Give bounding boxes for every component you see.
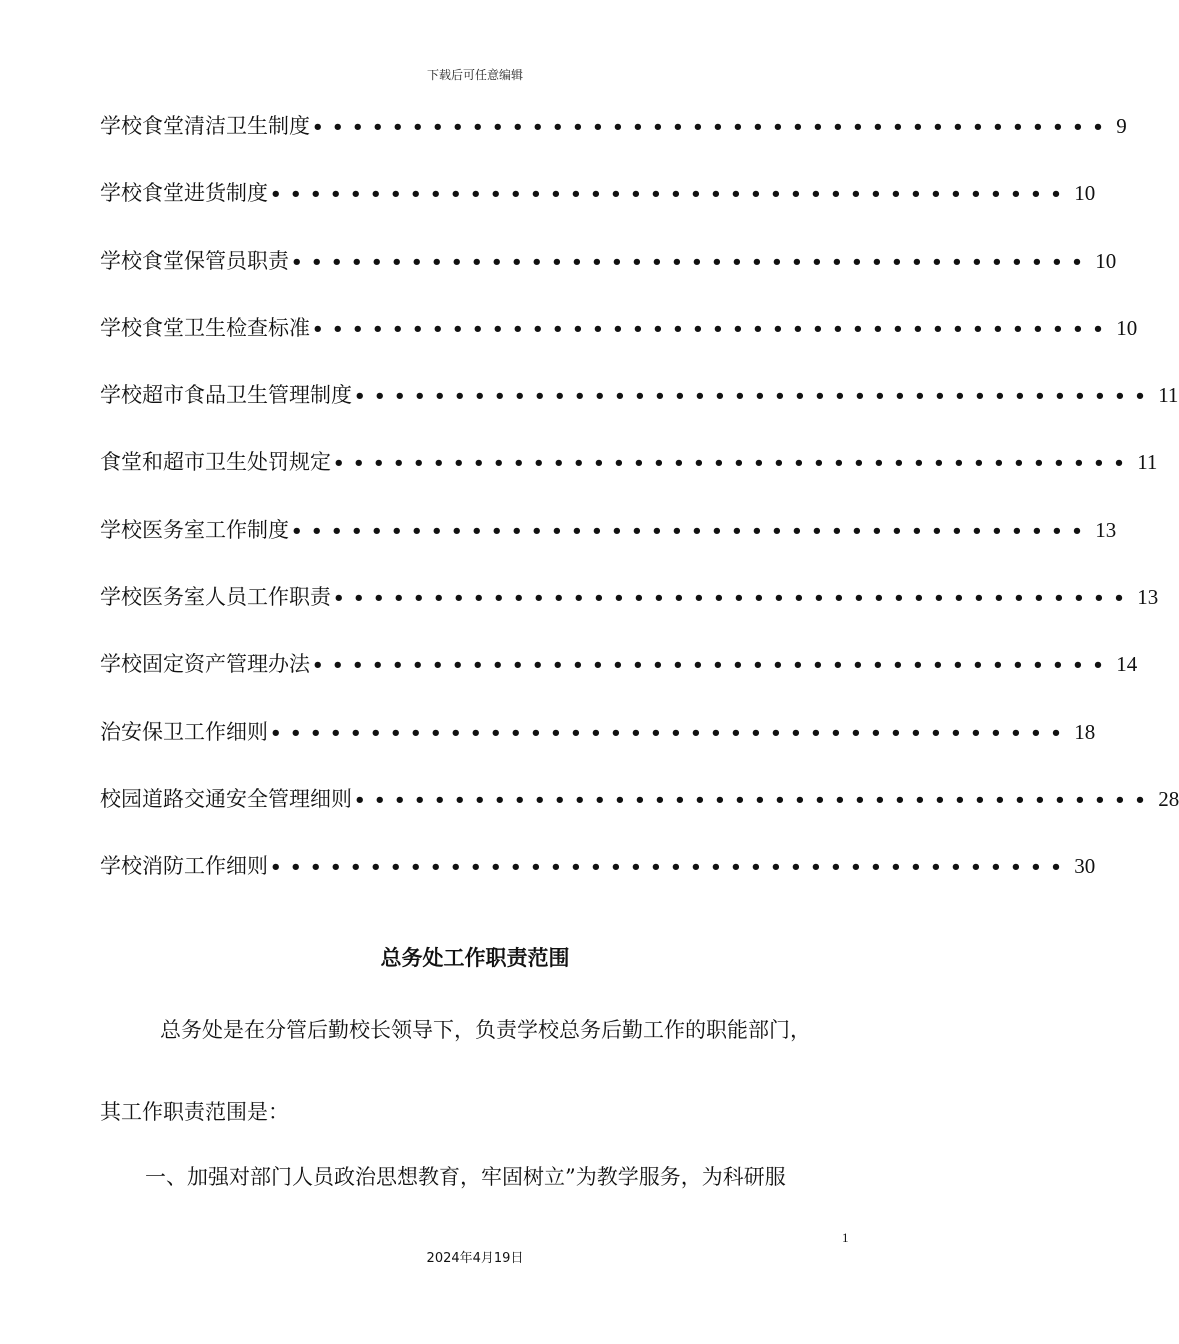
toc-dot-leader: ••••••••••••••••••••••••••••••••••••••••: [270, 857, 1071, 879]
toc-entry[interactable]: [100, 442, 1158, 509]
toc-dot-leader: ••••••••••••••••••••••••••••••••••••••••: [312, 117, 1113, 138]
body-paragraph: 总务处是在分管后勤校长领导下，负责学校总务后勤工作的职能部门，: [160, 1018, 811, 1042]
toc-dot-leader: ••••••••••••••••••••••••••••••••••••••••: [270, 184, 1071, 206]
toc-entry-page: 14: [1116, 652, 1138, 677]
toc-entry-page: 9: [1116, 114, 1127, 138]
toc-dot-leader: ••••••••••••••••••••••••••••••••••••••••: [291, 251, 1092, 273]
toc-entry-page: 10: [1095, 248, 1117, 273]
page-number: 1: [842, 1230, 849, 1245]
toc-entry[interactable]: [100, 577, 1159, 644]
toc-entry[interactable]: [100, 173, 1096, 240]
toc-entry[interactable]: [100, 644, 1138, 711]
toc-dot-leader: ••••••••••••••••••••••••••••••••••••••••: [333, 453, 1134, 475]
toc-entry[interactable]: [100, 846, 1096, 913]
toc-entry-title: 食堂和超市卫生处罚规定: [100, 450, 331, 475]
toc-dot-leader: ••••••••••••••••••••••••••••••••••••••••: [333, 588, 1134, 610]
toc-entry-title: 学校超市食品卫生管理制度: [100, 383, 352, 408]
toc-entry-title: 学校食堂清洁卫生制度: [100, 114, 310, 138]
toc-entry-page: 13: [1095, 517, 1117, 542]
toc-entry-page: 10: [1116, 315, 1138, 340]
toc-entry-title: 学校消防工作细则: [100, 854, 268, 879]
toc-dot-leader: ••••••••••••••••••••••••••••••••••••••••: [270, 722, 1071, 744]
section-heading: 总务处工作职责范围: [380, 945, 570, 970]
toc-entry-title: 治安保卫工作细则: [100, 719, 268, 744]
toc-dot-leader: ••••••••••••••••••••••••••••••••••••••••: [354, 386, 1155, 408]
toc-entry[interactable]: [100, 375, 1179, 442]
toc-entry[interactable]: [100, 308, 1138, 375]
toc-dot-leader: ••••••••••••••••••••••••••••••••••••••••: [354, 789, 1155, 811]
table-of-contents: [100, 106, 1179, 914]
body-paragraph: 其工作职责范围是：: [100, 1100, 289, 1124]
toc-entry-title: 学校医务室工作制度: [100, 517, 289, 542]
toc-entry-title: 学校食堂进货制度: [100, 181, 268, 206]
toc-entry-title: 学校固定资产管理办法: [100, 652, 310, 677]
toc-entry-title: 学校食堂保管员职责: [100, 248, 289, 273]
toc-entry[interactable]: [100, 712, 1096, 779]
toc-entry-page: 10: [1074, 181, 1096, 206]
toc-entry[interactable]: [100, 106, 1127, 173]
toc-entry-page: 11: [1158, 383, 1179, 408]
footer-date: 2024年4月19日: [426, 1251, 524, 1266]
toc-dot-leader: ••••••••••••••••••••••••••••••••••••••••: [312, 318, 1113, 340]
toc-entry-title: 学校医务室人员工作职责: [100, 585, 331, 610]
toc-entry-page: 28: [1158, 786, 1179, 811]
body-paragraph: 一、加强对部门人员政治思想教育，牢固树立”为教学服务，为科研服: [145, 1165, 786, 1189]
toc-entry-page: 30: [1074, 854, 1096, 879]
toc-entry-title: 校园道路交通安全管理细则: [100, 786, 352, 811]
toc-entry-page: 13: [1137, 585, 1159, 610]
header-note: 下载后可任意编辑: [426, 68, 523, 82]
toc-entry-title: 学校食堂卫生检查标准: [100, 315, 310, 340]
toc-entry[interactable]: [100, 510, 1117, 577]
toc-entry-page: 11: [1137, 450, 1158, 475]
toc-entry[interactable]: [100, 241, 1117, 308]
toc-dot-leader: ••••••••••••••••••••••••••••••••••••••••: [312, 655, 1113, 677]
toc-dot-leader: ••••••••••••••••••••••••••••••••••••••••: [291, 520, 1092, 542]
toc-entry-page: 18: [1074, 719, 1096, 744]
toc-entry[interactable]: [100, 779, 1179, 846]
